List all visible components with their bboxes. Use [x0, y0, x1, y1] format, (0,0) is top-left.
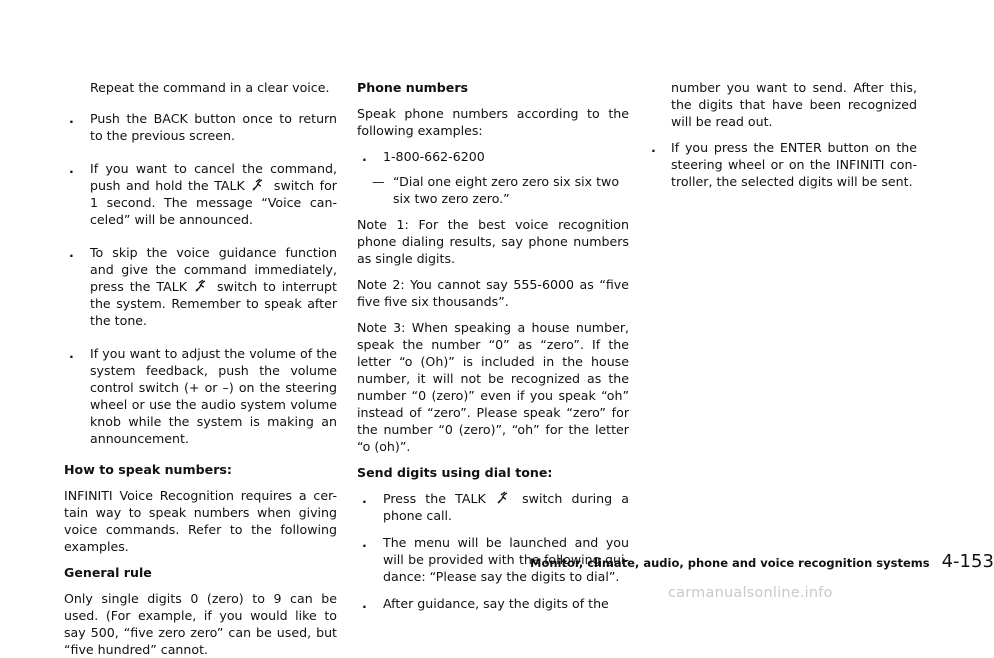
column-middle	[357, 0, 629, 612]
section-heading: How to speak numbers:	[64, 462, 232, 477]
bullet-text: To skip the voice guidance function and give the command immediately, press the TALK	[90, 245, 337, 294]
page-number: 4-153	[941, 551, 994, 572]
paragraph: Note 1: For the best voice recognition phone dialing results, say phone numbers as single digits.	[357, 217, 629, 266]
sub-item	[357, 173, 629, 207]
bullet: .	[69, 245, 74, 260]
watermark-text: carmanualsonline.info	[668, 585, 833, 601]
continued-text: number you want to send. After this, the digits that have been recognized will be read out.	[671, 80, 917, 129]
paragraph: Speak phone numbers according to the following examples:	[357, 106, 629, 138]
lead-text: Repeat the command in a clear voice.	[90, 80, 330, 95]
section-heading: Phone numbers	[357, 80, 469, 95]
page-footer	[530, 551, 994, 572]
column-left	[64, 0, 337, 658]
list-item	[357, 595, 629, 612]
bullet-text: If you press the ENTER button on the steering wheel or on the INFINITI con-troller, the selected digits will be sent.	[671, 140, 917, 189]
paragraph: Only single digits 0 (zero) to 9 can be used. (For example, if you would like to say 500, “five zero zero” can be used, but “five hundred” cannot.	[64, 591, 337, 657]
paragraph: Note 3: When speaking a house number, speak the number “0” as “zero”. If the letter “o (Oh)” is included in the house number, it will not be recognized as the number “0 (zero)” even if you speak “oh” instead of “zero”. Please speak “zero” for the number “0 (zero)”, “oh” for the letter “o (oh)”.	[357, 320, 629, 454]
bullet-text: After guidance, say the digits of the	[383, 596, 609, 611]
bullet-text: If you want to cancel the command, push and hold the TALK	[90, 161, 337, 193]
bullet: .	[651, 140, 656, 155]
bullet-text: 1-800-662-6200	[383, 149, 485, 164]
bullet: .	[69, 161, 74, 176]
bullet: .	[362, 149, 367, 164]
bullet-text: switch to interrupt the system. Remember to speak after the tone.	[90, 279, 337, 328]
column-right	[649, 0, 917, 190]
list-item	[64, 110, 337, 144]
sub-item-text: “Dial one eight zero zero six six two six two zero zero.”	[393, 174, 620, 206]
dash-marker: —	[372, 174, 385, 189]
bullet-text: Push the BACK button once to return to the previous screen.	[90, 111, 337, 143]
bullet-text: The menu will be launched and you will be provided with the following gui-dance: “Please say the digits to dial”.	[383, 535, 629, 584]
bullet-text: Press the TALK	[383, 491, 486, 506]
bullet-text: switch during a phone call.	[383, 491, 629, 523]
footer-section-title: Monitor, climate, audio, phone and voice recognition systems	[530, 556, 930, 570]
section-heading: Send digits using dial tone:	[357, 465, 553, 480]
talk-switch-icon	[497, 491, 511, 505]
list-item	[64, 244, 337, 329]
bullet-text: switch for 1 second. The message “Voice can-celed” will be announced.	[90, 178, 337, 227]
bullet: .	[362, 491, 367, 506]
bullet: .	[69, 346, 74, 361]
list-item	[64, 160, 337, 228]
talk-switch-icon	[252, 178, 266, 192]
list-item	[357, 148, 629, 165]
list-item	[649, 139, 917, 190]
bullet: .	[69, 111, 74, 126]
bullet-text: If you want to adjust the volume of the system feedback, push the volume control switch (+ or –) on the steering wheel or use the audio system volume knob while the system is making an announcement.	[90, 346, 337, 446]
bullet: .	[362, 596, 367, 611]
list-item	[357, 490, 629, 524]
section-heading: General rule	[64, 565, 152, 580]
bullet: .	[362, 535, 367, 550]
talk-switch-icon	[195, 279, 209, 293]
list-item	[64, 345, 337, 447]
paragraph: Note 2: You cannot say 555-6000 as “five five five six thousands”.	[357, 277, 629, 309]
paragraph: INFINITI Voice Recognition requires a cer-tain way to speak numbers when giving voice commands. Refer to the following examples.	[64, 488, 337, 554]
